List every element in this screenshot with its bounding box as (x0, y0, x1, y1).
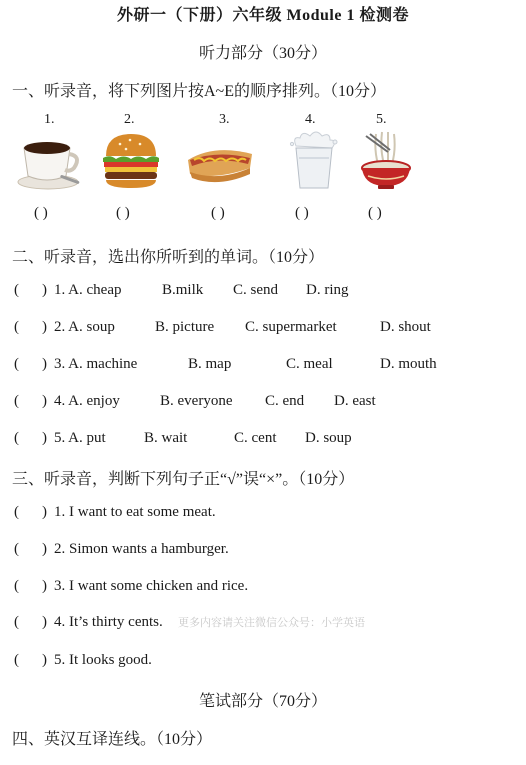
answer-paren-close: ) (42, 578, 47, 594)
section4-heading: 四、英汉互译连线。（10分） (12, 731, 213, 748)
option-c: C. meal (286, 356, 333, 372)
option-a: 3. A. machine (54, 356, 138, 372)
hamburger-icon (100, 130, 162, 192)
option-c: C. supermarket (245, 319, 337, 335)
judge-sentence: 3. I want some chicken and rice. (54, 578, 249, 594)
answer-paren-open[interactable]: ( (14, 652, 19, 668)
answer-paren-open[interactable]: ( (14, 319, 19, 335)
picture-number-1: 1. (44, 112, 55, 127)
option-d: D. ring (306, 282, 349, 298)
picture-answer-blanks (0, 205, 526, 225)
answer-paren-open[interactable]: ( (14, 393, 19, 409)
option-a: 2. A. soup (54, 319, 115, 335)
answer-paren-close: ) (42, 319, 47, 335)
option-a: 5. A. put (54, 430, 106, 446)
option-d: D. east (334, 393, 376, 409)
option-c: C. end (265, 393, 305, 409)
wechat-watermark: 更多内容请关注微信公众号：小学英语 (178, 616, 365, 629)
option-d: D. shout (380, 319, 431, 335)
option-d: D. soup (305, 430, 352, 446)
option-c: C. send (233, 282, 278, 298)
judge-sentence: 4. It’s thirty cents. (54, 614, 163, 630)
picture-number-2: 2. (124, 112, 135, 127)
answer-paren-open[interactable]: ( (14, 578, 19, 594)
answer-blank-3[interactable]: ( ) (211, 205, 225, 221)
section3-heading: 三、听录音，判断下列句子正“√”误“×”。（10分） (12, 471, 355, 488)
option-d: D. mouth (380, 356, 437, 372)
worksheet-title: 外研一（下册）六年级 Module 1 检测卷 (117, 7, 409, 24)
answer-paren-close: ) (42, 652, 47, 668)
section2-heading: 二、听录音，选出你所听到的单词。（10分） (12, 249, 325, 266)
answer-blank-5[interactable]: ( ) (368, 205, 382, 221)
judge-sentence: 2. Simon wants a hamburger. (54, 541, 229, 557)
listening-heading: 听力部分（30分） (198, 45, 327, 62)
answer-paren-close: ) (42, 393, 47, 409)
option-a: 4. A. enjoy (54, 393, 120, 409)
hot-dog-icon (184, 130, 256, 192)
answer-paren-close: ) (42, 614, 47, 630)
option-a: 1. A. cheap (54, 282, 122, 298)
option-b: B. wait (144, 430, 188, 446)
answer-paren-open[interactable]: ( (14, 614, 19, 630)
section1-heading: 一、听录音，将下列图片按A~E的顺序排列。（10分） (12, 83, 386, 100)
judge-sentence: 1. I want to eat some meat. (54, 504, 216, 520)
answer-paren-open[interactable]: ( (14, 541, 19, 557)
answer-paren-open[interactable]: ( (14, 430, 19, 446)
option-c: C. cent (234, 430, 277, 446)
coffee-cup-icon (14, 130, 84, 192)
answer-paren-close: ) (42, 356, 47, 372)
answer-paren-close: ) (42, 430, 47, 446)
option-b: B.milk (162, 282, 204, 298)
picture-number-3: 3. (219, 112, 230, 127)
answer-paren-open[interactable]: ( (14, 356, 19, 372)
milk-icon (286, 130, 342, 192)
answer-blank-2[interactable]: ( ) (116, 205, 130, 221)
option-b: B. everyone (160, 393, 233, 409)
picture-number-4: 4. (305, 112, 316, 127)
option-b: B. picture (155, 319, 215, 335)
picture-numbers (0, 112, 526, 130)
answer-blank-4[interactable]: ( ) (295, 205, 309, 221)
answer-paren-close: ) (42, 541, 47, 557)
picture-number-5: 5. (376, 112, 387, 127)
answer-paren-open[interactable]: ( (14, 282, 19, 298)
answer-paren-close: ) (42, 504, 47, 520)
answer-paren-open[interactable]: ( (14, 504, 19, 520)
noodles-icon (358, 130, 414, 192)
writing-heading: 笔试部分（70分） (198, 693, 327, 710)
answer-paren-close: ) (42, 282, 47, 298)
answer-blank-1[interactable]: ( ) (34, 205, 48, 221)
option-b: B. map (188, 356, 232, 372)
judge-sentence: 5. It looks good. (54, 652, 152, 668)
